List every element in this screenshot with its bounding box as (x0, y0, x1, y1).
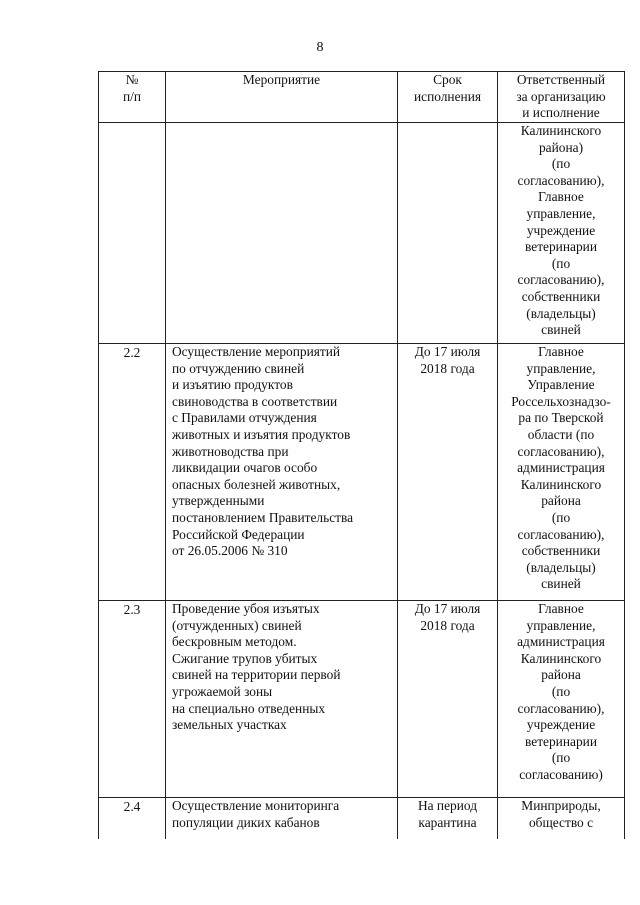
header-term-line: исполнения (413, 88, 482, 104)
header-term (398, 72, 498, 123)
cell-responsible-line: учреждение (526, 717, 596, 733)
header-responsible (498, 72, 625, 123)
cell-responsible-line: Калининского (520, 476, 602, 492)
cell-responsible-line: учреждение (526, 222, 596, 238)
cell-responsible-line: (по (551, 255, 571, 271)
cell-responsible-line: Управление (527, 377, 595, 393)
cell-responsible-line: Минприроды, (521, 798, 601, 813)
table-header-row (99, 72, 625, 123)
cell-responsible-line: Россельхознадзо- (511, 393, 611, 409)
cell-term-line: 2018 года (420, 617, 475, 633)
cell-activity (166, 123, 398, 344)
cell-responsible-line: (по (551, 683, 571, 699)
cell-responsible-line: управление, (526, 205, 596, 221)
cell-activity-line: ликвидации очагов особо (172, 460, 318, 476)
cell-responsible-line: общество с (528, 814, 594, 830)
cell-activity-line: на специально отведенных (172, 700, 326, 716)
cell-term (398, 344, 498, 601)
cell-activity-line: свиноводства в соответствии (172, 393, 338, 409)
header-term-line: Срок (433, 72, 462, 87)
cell-activity (166, 601, 398, 798)
cell-responsible-line: ветеринарии (525, 733, 597, 749)
cell-responsible-line: области (по (527, 426, 595, 442)
cell-responsible-line: согласованию), (517, 526, 605, 542)
cell-responsible-line: (по (551, 750, 571, 766)
cell-responsible-line: согласованию), (517, 172, 605, 188)
cell-activity-line: Осуществление мониторинга (172, 798, 340, 813)
cell-responsible-line: (владельцы) (526, 305, 596, 321)
cell-num-text: 2.3 (123, 602, 141, 617)
header-responsible-line: и исполнение (522, 105, 600, 121)
cell-responsible-line: ветеринарии (525, 239, 597, 255)
table-row (99, 601, 625, 798)
cell-num (99, 344, 166, 601)
cell-num-text: 2.4 (123, 799, 141, 814)
cell-activity-line: и изъятию продуктов (172, 377, 293, 393)
cell-responsible-line: района (541, 667, 581, 683)
cell-activity-line: по отчуждению свиней (172, 360, 305, 376)
cell-num (99, 601, 166, 798)
cell-activity-line: опасных болезней животных, (172, 476, 341, 492)
cell-responsible-line: собственники (521, 288, 601, 304)
header-activity (166, 72, 398, 123)
cell-term (398, 123, 498, 344)
measures-table (98, 71, 625, 839)
cell-activity-line: животных и изъятия продуктов (172, 426, 351, 442)
header-activity-line: Мероприятие (242, 72, 321, 87)
cell-responsible (498, 798, 625, 840)
cell-responsible-line: Главное (538, 344, 584, 359)
cell-activity-line: с Правилами отчуждения (172, 410, 317, 426)
cell-responsible-line: ра по Тверской (518, 410, 604, 426)
cell-activity-line: животноводства при (172, 443, 289, 459)
cell-activity-line: Проведение убоя изъятых (172, 601, 320, 616)
cell-activity-line: (отчужденных) свиней (172, 617, 302, 633)
cell-responsible-line: района (541, 493, 581, 509)
cell-responsible-line: согласованию) (519, 766, 603, 782)
cell-activity-line: свиней на территории первой (172, 667, 341, 683)
header-num-line: п/п (122, 88, 142, 104)
cell-responsible (498, 344, 625, 601)
cell-term (398, 798, 498, 840)
cell-activity-line: постановлением Правительства (172, 509, 354, 525)
cell-responsible-line: согласованию), (517, 443, 605, 459)
table-row (99, 798, 625, 840)
cell-responsible-line: управление, (526, 617, 596, 633)
cell-activity-line: от 26.05.2006 № 310 (172, 543, 288, 559)
cell-activity-line: угрожаемой зоны (172, 683, 273, 699)
cell-num (99, 123, 166, 344)
cell-term-line: 2018 года (420, 360, 475, 376)
cell-term-line: На период (417, 798, 478, 813)
cell-responsible-line: (по (551, 156, 571, 172)
page-number: 8 (316, 40, 324, 55)
cell-activity-line: Осуществление мероприятий (172, 344, 341, 359)
cell-term (398, 601, 498, 798)
header-responsible-line: Ответственный (516, 72, 606, 87)
cell-activity (166, 798, 398, 840)
cell-responsible-line: администрация (517, 460, 605, 476)
cell-activity-line: Сжигание трупов убитых (172, 650, 318, 666)
cell-num (99, 798, 166, 840)
cell-activity-line: бескровным методом. (172, 634, 297, 650)
cell-responsible-line: управление, (526, 360, 596, 376)
cell-responsible (498, 123, 625, 344)
cell-activity-line: Российской Федерации (172, 526, 305, 542)
header-responsible-line: за организацию (516, 88, 606, 104)
cell-responsible-line: собственники (521, 543, 601, 559)
cell-responsible-line: (владельцы) (526, 559, 596, 575)
cell-activity (166, 344, 398, 601)
cell-responsible-line: Главное (538, 601, 584, 616)
cell-term-line: карантина (418, 814, 477, 830)
cell-responsible-line: свиней (541, 576, 581, 592)
cell-responsible-line: администрация (517, 634, 605, 650)
cell-num-text: 2.2 (123, 345, 141, 360)
header-num-line: № (125, 72, 139, 87)
cell-term-line: До 17 июля (414, 344, 481, 359)
header-num (99, 72, 166, 123)
cell-responsible-line: свиней (541, 322, 581, 338)
cell-responsible-line: района) (538, 139, 584, 155)
cell-responsible-line: (по (551, 509, 571, 525)
cell-activity-line: утвержденными (172, 493, 265, 509)
cell-responsible (498, 601, 625, 798)
cell-activity-line: земельных участках (172, 717, 287, 733)
table-row (99, 344, 625, 601)
cell-responsible-line: Калининского (520, 123, 602, 138)
table-row (99, 123, 625, 344)
cell-responsible-line: Главное (538, 189, 584, 205)
cell-term-line: До 17 июля (414, 601, 481, 616)
cell-responsible-line: Калининского (520, 650, 602, 666)
cell-responsible-line: согласованию), (517, 700, 605, 716)
cell-activity-line: популяции диких кабанов (172, 814, 320, 830)
cell-responsible-line: согласованию), (517, 272, 605, 288)
